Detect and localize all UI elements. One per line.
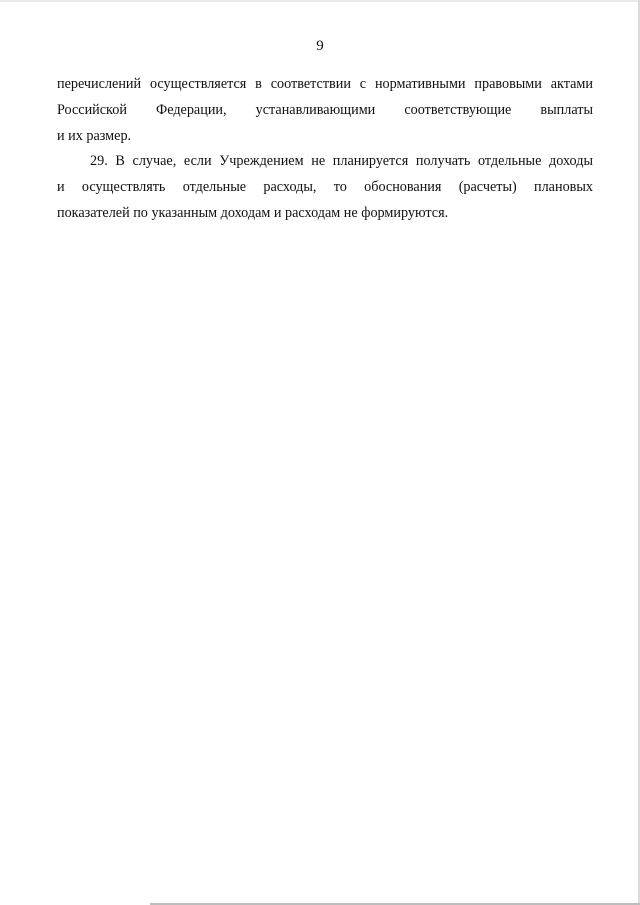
paragraph-line: перечислений осуществляется в соответствии с нормативными правовыми актами — [57, 76, 593, 92]
paragraph-line: 29. В случае, если Учреждением не планируется получать отдельные доходы — [90, 153, 593, 169]
paragraph-line: показателей по указанным доходам и расходам не формируются. — [57, 205, 449, 221]
page-number: 9 — [316, 38, 324, 54]
paragraph-line: Российской Федерации, устанавливающими соответствующие выплаты — [57, 102, 593, 118]
paragraph-line: и их размер. — [57, 128, 132, 144]
paragraph-29 — [57, 148, 593, 226]
paragraph-line: и осуществлять отдельные расходы, то обоснования (расчеты) плановых — [57, 179, 593, 195]
paragraph-continuation — [57, 71, 593, 149]
scan-edge-top — [0, 0, 640, 2]
